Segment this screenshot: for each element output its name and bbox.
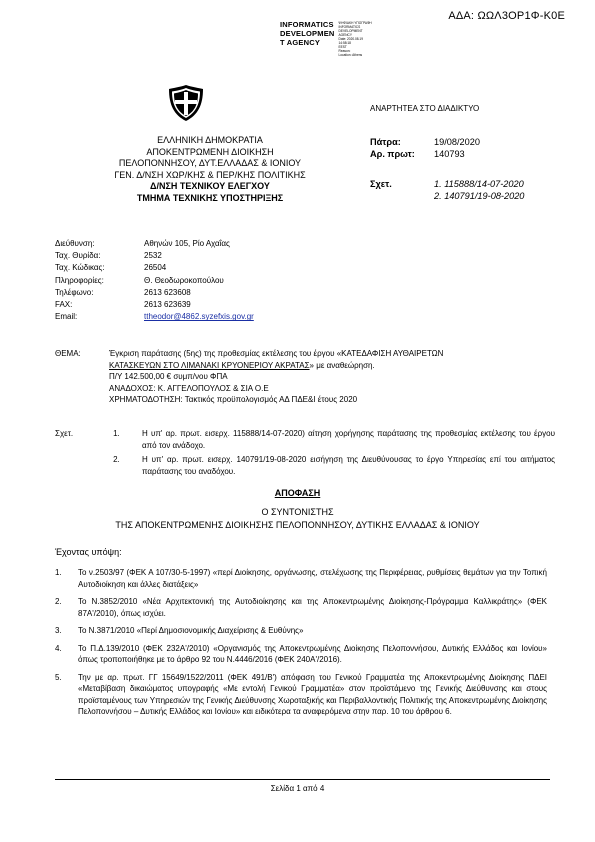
ref-item: 2. 140791/19-08-2020 — [434, 191, 525, 201]
email-link[interactable]: ttheodor@4862.syzefxis.gov.gr — [144, 312, 254, 322]
subject-label: ΘΕΜΑ: — [55, 349, 81, 358]
issuer-line: ΑΠΟΚΕΝΤΡΩΜΕΝΗ ΔΙΟΙΚΗΣΗ — [146, 146, 274, 157]
considering-heading: Έχοντας υπόψη: — [55, 547, 122, 557]
zip-code: 26504 — [144, 263, 167, 273]
consideration-item: 2. Το Ν.3852/2010 «Νέα Αρχιτεκτονική της Αυτοδιοίκησης και της Αποκεντρωμένης Διοίκησης-Πρόγραμμα Καλλικράτης» (ΦΕΚ 87Α'/2010), όπως ισχύει. — [55, 597, 547, 618]
city-label: Πάτρα: — [370, 137, 401, 147]
issuer-block — [60, 135, 360, 204]
greek-emblem-icon — [166, 83, 206, 123]
refs-label: Σχετ. — [370, 179, 392, 189]
consideration-item: 5. Την με αρ. πρωτ. ΓΓ 15649/1522/2011 (ΦΕΚ 491/Β') απόφαση του Γενικού Γραμματέα της Αποκεντρωμένης Διοίκησης ΠΔΕΙ «Μεταβίβαση δικαιώματος υπογραφής «Με εντολή Γενικού Γραμματέα» στον προϊστάμενο της Γενικής Διεύθυνσης και στους προϊσταμένους των Υπηρεσιών της Γενικής Διεύθυνσης Χωροταξικής και Περιβαλλοντικής Πολιτικής της Αποκεντρωμένης Διοίκησης Πελοποννήσου – Δυτικής Ελλάδος και Ιονίου» και ειδικότερα τα αναφερόμενα στην παρ. 10 του άρθρου 6. — [55, 672, 547, 716]
consideration-item: 1. Το ν.2503/97 (ΦΕΚ Α 107/30-5-1997) «περί Διοίκησης, οργάνωσης, στελέχωσης της Περιφέρειας, ρυθμίσεις θεμάτων για την Τοπική Αυτοδιοίκηση και άλλες διατάξεις» — [55, 568, 547, 589]
ida-logo-text: INFORMATICS DEVELOPMEN T AGENCY — [280, 20, 335, 47]
protocol-label: Αρ. πρωτ: — [370, 149, 415, 159]
reference-item: 2. Η υπ' αρ. πρωτ. εισερχ. 140791/19-08-2020 εισήγηση της Διευθύνουσας το έργο Υπηρεσίας επί του αιτήματος παράτασης του αναδόχου. — [122, 454, 555, 477]
references-label: Σχετ. — [55, 429, 74, 438]
subject-block: ΘΕΜΑ: Έγκριση παράτασης (5ης) της προθεσμίας εκτέλεσης του έργου «ΚΑΤΕΔΑΦΙΣΗ ΑΥΘΑΙΡΕΤΩΝ ΚΑΤΑΣΚΕΥΩΝ ΣΤΟ ΛΙΜΑΝΑΚΙ ΚΡΥΟΝΕΡΙΟΥ ΑΚΡΑΤΑΣ» με αναθεώρηση. Π/Υ 142.500,00 € συμπ/νου ΦΠΑ ΑΝΑΔΟΧΟΣ: Κ. ΑΓΓΕΛΟΠΟΥΛΟΣ & ΣΙΑ Ο.Ε ΧΡΗΜΑΤΟΔΟΤΗΣΗ: Τακτικός προϋπολογισμός ΑΔ ΠΔΕ&Ι έτους 2020 — [55, 349, 444, 404]
subject-line: Έγκριση παράτασης (5ης) της προθεσμίας εκτέλεσης του έργου «ΚΑΤΕΔΑΦΙΣΗ ΑΥΘΑΙΡΕΤΩΝ — [109, 349, 444, 358]
decision-title: ΑΠΟΦΑΣΗ — [274, 488, 321, 498]
document-meta — [370, 136, 524, 202]
subject-funding: ΧΡΗΜΑΤΟΔΟΤΗΣΗ: Τακτικός προϋπολογισμός ΑΔ ΠΔΕ&Ι έτους 2020 — [109, 395, 358, 404]
issuer-line: ΠΕΛΟΠΟΝΝΗΣΟΥ, ΔΥΤ.ΕΛΛΑΔΑΣ & ΙΟΝΙΟΥ — [118, 158, 302, 168]
fax: 2613 623639 — [144, 300, 191, 310]
ida-signature-logo — [280, 20, 373, 57]
issuer-line: ΕΛΛΗΝΙΚΗ ΔΗΜΟΚΡΑΤΙΑ — [157, 135, 263, 145]
po-box: 2532 — [144, 251, 162, 261]
considerations-list — [55, 567, 547, 724]
digital-signature-details: ΨΗΦΙΑΚΗ ΥΠΟΓΡΑΦΗ INFORMATICS DEVELOPMENT AGENCY Date: 2020.08.19 14:58:18 EEST Reason: Location: Athens — [338, 21, 372, 57]
decision-official: Ο ΣΥΝΤΟΝΙΣΤΗΣ — [261, 507, 334, 517]
subject-project-name: ΚΑΤΑΣΚΕΥΩΝ ΣΤΟ ΛΙΜΑΝΑΚΙ ΚΡΥΟΝΕΡΙΟΥ ΑΚΡΑΤΑΣ — [109, 360, 310, 370]
protocol-number: 140793 — [434, 149, 465, 159]
ref-item: 1. 115888/14-07-2020 — [434, 179, 524, 189]
reference-item: 1. Η υπ' αρ. πρωτ. εισερχ. 115888/14-07-2020) αίτηση χορήγησης παράτασης της προθεσμίας εκτέλεσης του έργου από τον ανάδοχο. — [122, 428, 555, 451]
info-person: Θ. Θεοδωροκοπούλου — [144, 275, 224, 285]
references-block — [55, 428, 555, 480]
issuer-line: ΓΕΝ. Δ/ΝΣΗ ΧΩΡ/ΚΗΣ & ΠΕΡ/ΚΗΣ ΠΟΛΙΤΙΚΗΣ — [114, 169, 306, 180]
footer-divider — [55, 779, 550, 780]
phone: 2613 623608 — [144, 287, 191, 297]
contact-block: Διεύθυνση: Αθηνών 105, Ρίο Αχαΐας Ταχ. Θυρίδα: 2532 Ταχ. Κώδικας: 26504 Πληροφορίες: Θ. Θεοδωροκοπούλου Τηλέφωνο: 2613 623608 FAX: 2613 623639 Email: ttheodor@4862.syzefxis.gov.gr — [55, 238, 254, 323]
subject-contractor: ΑΝΑΔΟΧΟΣ: Κ. ΑΓΓΕΛΟΠΟΥΛΟΣ & ΣΙΑ Ο.Ε — [109, 383, 269, 393]
subject-budget: Π/Υ 142.500,00 € συμπ/νου ΦΠΑ — [109, 372, 228, 381]
consideration-item: 3. Το Ν.3871/2010 «Περί Δημοσιονομικής Διαχείρισης & Ευθύνης» — [55, 626, 304, 635]
issuer-department: ΤΜΗΜΑ ΤΕΧΝΙΚΗΣ ΥΠΟΣΤΗΡΙΞΗΣ — [136, 192, 284, 203]
publish-note: ΑΝΑΡΤΗΤΕΑ ΣΤΟ ΔΙΑΔΙΚΤΥΟ — [370, 104, 480, 113]
address: Αθηνών 105, Ρίο Αχαΐας — [144, 239, 230, 248]
ada-code: ΑΔΑ: ΩΩΛ3ΟΡ1Φ-Κ0Ε — [448, 10, 565, 22]
page-number: Σελίδα 1 από 4 — [270, 784, 325, 793]
issuer-directorate: Δ/ΝΣΗ ΤΕΧΝΙΚΟΥ ΕΛΕΓΧΟΥ — [150, 181, 270, 191]
document-date: 19/08/2020 — [434, 137, 480, 147]
consideration-item: 4. Το Π.Δ.139/2010 (ΦΕΚ 232Α'/2010) «Οργανισμός της Αποκεντρωμένης Διοίκησης Πελοποννήσου, Δυτικής Ελλάδος και Ιονίου» όπως τροποποιήθηκε με το άρθρο 92 του Ν.4446/2016 (ΦΕΚ 240Α'/2016). — [55, 643, 547, 664]
decision-authority: ΤΗΣ ΑΠΟΚΕΝΤΡΩΜΕΝΗΣ ΔΙΟΙΚΗΣΗΣ ΠΕΛΟΠΟΝΝΗΣΟΥ, ΔΥΤΙΚΗΣ ΕΛΛΑΔΑΣ & ΙΟΝΙΟΥ — [115, 520, 480, 530]
